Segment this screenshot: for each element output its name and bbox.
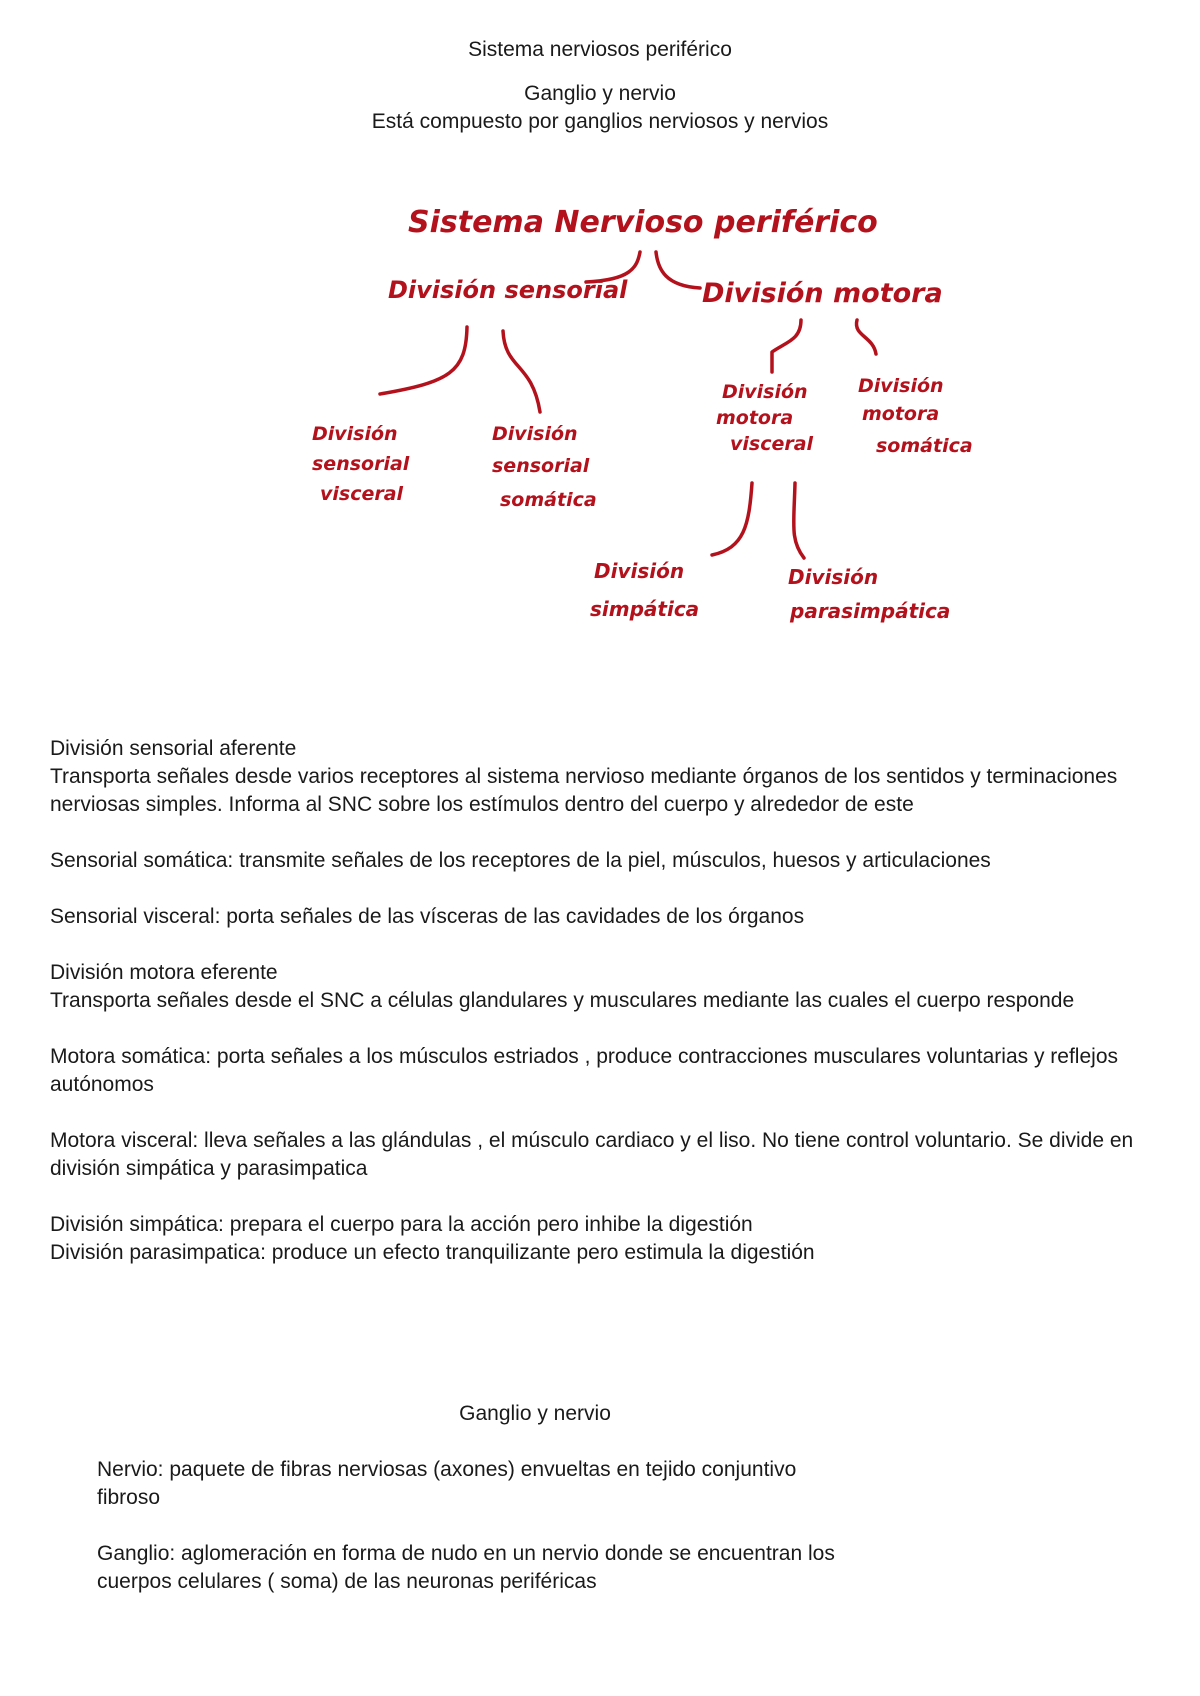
diagram-motor-visceral-label: División motora visceral [716, 381, 814, 455]
diagram-sensory-somatic-label: División sensorial somática [492, 423, 597, 511]
nervous-system-diagram [0, 0, 1200, 700]
diagram-root-label: Sistema Nervioso periférico [408, 205, 878, 240]
connector-sensory-somatic [503, 331, 540, 412]
diagram-sympathetic-label: División simpática [590, 559, 700, 621]
diagram-motor-label: División motora [702, 278, 943, 309]
page-subtitle: Ganglio y nervio [524, 82, 676, 105]
page-title: Sistema nerviosos periférico [468, 38, 732, 61]
division-simpatica: División simpática: prepara el cuerpo para la acción pero inhibe la digestión [50, 1213, 753, 1236]
diagram-parasympathetic-label: División parasimpática [788, 565, 951, 623]
sensorial-visceral: Sensorial visceral: porta señales de las vísceras de las cavidades de los órganos [50, 905, 805, 928]
division-parasimpatica: División parasimpatica: produce un efecto tranquilizante pero estimula la digestión [50, 1241, 815, 1264]
connector-sensory-visceral [380, 327, 467, 394]
motora-somatica: Motora somática: porta señales a los músculos estriados , produce contracciones musculares voluntarias y reflejos autónomos [50, 1045, 1118, 1096]
nervio-definition: Nervio: paquete de fibras nerviosas (axones) envueltas en tejido conjuntivo fibroso [97, 1458, 797, 1509]
connector-visceral-parasympathetic [794, 483, 804, 558]
motora-visceral: Motora visceral: lleva señales a las glándulas , el músculo cardiaco y el liso. No tiene control voluntario. Se divide en división simpática y parasimpatica [50, 1129, 1134, 1180]
connector-visceral-sympathetic [712, 483, 752, 555]
diagram-motor-somatic-label: División motora somática [858, 375, 973, 457]
main-notes [50, 735, 1160, 1267]
sensorial-somatica: Sensorial somática: transmite señales de los receptores de la piel, músculos, huesos y articulaciones [50, 849, 991, 872]
sensorial-title: División sensorial aferente [50, 737, 297, 760]
connector-motor-visceral [772, 320, 801, 372]
ganglio-notes [97, 1456, 857, 1596]
connector-root-motor [656, 252, 700, 288]
ganglio-heading: Ganglio y nervio [459, 1402, 611, 1425]
connector-motor-somatic [856, 320, 876, 354]
sensorial-description: Transporta señales desde varios receptores al sistema nervioso mediante órganos de los sentidos y terminaciones nerviosas simples. Informa al SNC sobre los estímulos dentro del cuerpo y alrededor de este [50, 765, 1118, 816]
motora-title: División motora eferente [50, 961, 278, 984]
ganglio-definition: Ganglio: aglomeración en forma de nudo en un nervio donde se encuentran los cuerpos celulares ( soma) de las neuronas periféricas [97, 1542, 835, 1593]
motora-description: Transporta señales desde el SNC a células glandulares y musculares mediante las cuales el cuerpo responde [50, 989, 1075, 1012]
page-intro: Está compuesto por ganglios nerviosos y nervios [371, 110, 829, 133]
diagram-sensory-visceral-label: División sensorial visceral [312, 423, 410, 505]
diagram-sensory-label: División sensorial [388, 276, 628, 304]
